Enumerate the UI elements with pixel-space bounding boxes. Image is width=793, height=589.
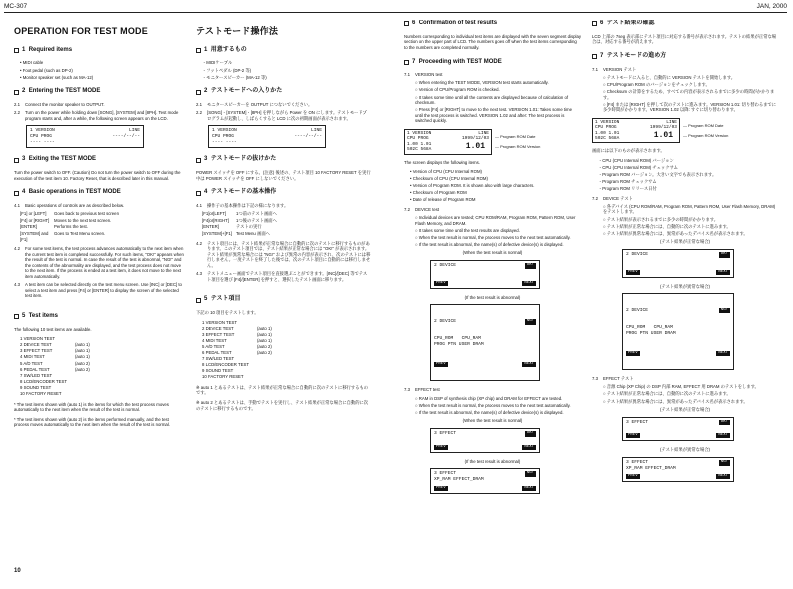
paragraph: The following 10 test items are available.	[14, 326, 92, 332]
list-item: ○ Checksum の計算をするため、すべての内容が表示されるまでに多少の時間がかかります。	[603, 88, 775, 100]
test-item: 7 SW/LED TEST	[20, 372, 53, 378]
numbered-step: 2.1 モニタースピーカーを OUTPUT につないでください。	[196, 102, 313, 108]
numbered-step: 4.3 テストメニュー画面でテスト項目を直接選ぶことができます。[INC]/[DEC] 等でテスト項目を選び [F4]/[ENTER] を押すと、選択したテスト画面に移ります。	[196, 270, 368, 282]
square-bullet-icon	[196, 90, 201, 95]
square-bullet-icon	[14, 191, 19, 196]
list-item: • Foot pedal (such as DP-2)	[20, 67, 73, 73]
test-item: 3 EFFECT TEST (auto 1)	[20, 348, 90, 354]
lcd-device-ng: 2 DEVICE NG! CPU_ROM CPU_RAM PROG PTN USER DRAM PREV NEXT	[430, 304, 540, 381]
square-bullet-icon	[14, 314, 19, 319]
list-item: • Date of release of Program ROM	[410, 197, 476, 203]
list-item: ○ RAM in DSP of synthesis chip (XP chip) and DRAM for EFFECT are tested.	[415, 395, 563, 401]
section-heading: 6 Confirmation of test results	[404, 20, 581, 28]
col-en-right	[404, 20, 581, 500]
section-heading: 3 Exiting the TEST MODE	[14, 156, 184, 164]
caption: (テスト結果が正常な場合)	[660, 407, 710, 413]
numbered-step: 2.1 Connect the monitor speaker to OUTPUT.	[14, 102, 105, 108]
section-heading: 1 用意するもの	[196, 47, 371, 55]
list-item: ・フットペダル (DP-2 等)	[202, 67, 252, 73]
sub-heading: 7.1 VERSION テスト	[592, 66, 637, 72]
section-heading: 7 テストモードの進め方	[592, 53, 778, 61]
list-item: • Checksum of Program ROM	[410, 190, 467, 196]
list-item: ・MIDIケーブル	[202, 60, 233, 66]
list-item: ○ When the test result is normal, the process moves to the next test automatically.	[415, 234, 571, 240]
key-row: [ENTER] Performs the test.	[20, 224, 88, 230]
test-item: 10 FACTORY RESET	[202, 374, 244, 380]
lcd-version-screen: 1 VERSION LINE CPU PROG 1999/12/03 1.00 1.01 502C 568A 1.01 — Program ROM Date — Program ROM Version	[592, 118, 778, 144]
list-item: ○ [F4] または [RIGHT] を押して次のテストに進みます。VERSION 1.01: 切り替わるまでに多少時間がかかります。VERSION 1.02 以降: すぐに切り替わります。	[603, 101, 777, 113]
section-heading: 2 テストモードへの入りかた	[196, 88, 371, 96]
section-heading: 4 Basic operations in TEST MODE	[14, 189, 184, 197]
list-item: • Version of Program ROM. It is shown also with large characters.	[410, 183, 535, 189]
numbered-step: 4.1 操作子の基本操作は下記の様になります。	[196, 203, 289, 209]
key-row: [SYSTEM]+[F1] Test Menu 画面へ	[202, 231, 270, 237]
test-item: 6 PEDAL TEST (auto 2)	[202, 349, 272, 355]
numbered-step: 4.2 For some test items, the test process advances automatically to the next item when the current test item is completed successfully. For such items, "OK!" appears when the result of the test is normal. In case the result of the test is abnormal, "NG!" and the contents of the abnormality are displayed, and the test process does not move to the next item. If the process is ended at a test item, it does not move to the next item automatically.	[14, 246, 184, 280]
numbered-step: 4.3 A test item can be selected directly on the test menu screen. Use [INC] or [DEC] to select a test item and press [F4] or [ENTER] to display the screen of the selected test item.	[14, 282, 182, 299]
page-title: OPERATION FOR TEST MODE	[14, 26, 148, 36]
list-item: ・Program ROM チェックサム	[598, 179, 657, 185]
test-item: 8 LCD/ENCODER TEST	[202, 362, 249, 368]
test-item: 1 VERSION TEST	[202, 319, 238, 325]
key-row: [F4]or[RIGHT] 1つ後のテスト画面へ	[202, 217, 277, 223]
page-title-jp: テストモード操作法	[196, 26, 279, 36]
list-item: ○ テスト結果が異常な場合には、異常があったデバイス名が表示されます。	[603, 230, 748, 236]
test-item: 2 DEVICE TEST (auto 1)	[202, 325, 272, 331]
sub-heading: 7.1 VERSION test	[404, 72, 443, 78]
numbered-step: 4.2 テスト項目には、テスト結果が正常な場合に自動的に次のテストに移行するものがあります。このテスト項目では、テスト結果が正常な場合には "OK!" が表示されます。テスト結果が異常な場合には "NG!" および異常の内容が表示され、次のテストには移行しません。一度テストを終了した後では、次のテスト項目に自動的には移行しません。	[196, 240, 371, 268]
square-bullet-icon	[592, 54, 597, 59]
section-heading: 5 Test items	[14, 313, 184, 321]
section-heading: 7 Proceeding with TEST MODE	[404, 59, 581, 67]
list-item: ○ テスト結果が正常な場合には、自動的に次のテストに進みます。	[603, 223, 731, 229]
list-item: ○ 音源 Chip (XP Chip) の DSP 内部 RAM, EFFECT 用 DRAM のテストをします。	[603, 384, 759, 390]
test-item: 7 SW/LED TEST	[202, 355, 235, 361]
list-item: ○ It takes some time until the test results are displayed.	[415, 227, 520, 233]
test-item: 5 A/D TEST (auto 2)	[20, 360, 90, 366]
list-item: ・CPU (CPU Internal ROM) バージョン	[598, 157, 674, 163]
list-item: ・CPU (CPU Internal ROM) チェックサム	[598, 165, 678, 171]
list-item: ○ Individual devices are tested; CPU ROM/RAM, Program ROM, Pattern ROM, User Flash Memory, and DRAM.	[415, 215, 576, 226]
lcd-initial-screen: 1 VERSION LINE CPU PROG ----/--/-- ---- ----	[208, 125, 326, 148]
list-item: ○ テスト結果が異常な場合には、異常があったデバイス名が表示されます。	[603, 398, 748, 404]
paragraph: LCD 上部の 7seg 表示部にテスト項目に対応する番号が表示されます。テストの結果が正常な場合は、対応する番号が消えます。	[592, 33, 777, 45]
large-version: 1.01	[465, 141, 485, 151]
footnote: ※ auto 1 とあるテストは、テスト結果が正常な場合に自動的に次のテストに移行するものです。	[196, 384, 369, 396]
paragraph: 下記の 10 項目をテストします。	[196, 309, 259, 315]
sub-heading: 7.2 DEVICE テスト	[592, 195, 633, 201]
col-jp-left	[196, 20, 371, 415]
footnote: * The test items shown with (auto 1) is the items for which the test process moves automatically to the next item when the result of the test is normal.	[14, 401, 169, 413]
section-heading: 1 Required items	[14, 47, 184, 55]
square-bullet-icon	[14, 90, 19, 95]
page-number: 10	[14, 568, 21, 574]
lcd-device-ng: 2 DEVICE NG! CPU_ROM CPU_RAM PROG PTN USER DRAM PREV NEXT	[622, 293, 734, 370]
square-bullet-icon	[14, 48, 19, 53]
lcd-labels: — Program ROM Date — Program ROM Version	[495, 134, 541, 150]
test-item: 4 MIDI TEST (auto 1)	[202, 337, 272, 343]
square-bullet-icon	[196, 191, 201, 196]
list-item: ○ It takes some time until all the contents are displayed because of calculation of checksum.	[415, 94, 569, 106]
test-item: 3 EFFECT TEST (auto 1)	[202, 331, 272, 337]
square-bullet-icon	[196, 48, 201, 53]
footnote: ※ auto 2 とあるテストは、手動でテストを実行し、テスト結果が正常な場合に自動的に次のテストに移行するものです。	[196, 399, 369, 411]
section-heading: 3 テストモードの抜けかた	[196, 156, 371, 164]
model-name: MC-307	[4, 3, 28, 10]
test-item: 9 SOUND TEST	[20, 384, 52, 390]
large-version: 1.01	[653, 130, 673, 140]
lcd-device-ok: 2 DEVICE OK! PREV NEXT	[622, 249, 734, 278]
paragraph: 画面には以下のものが表示されます。	[592, 148, 665, 154]
caption: (If the test result is abnormal)	[464, 294, 521, 300]
list-item: ○ When the test result is normal, the process moves to the next test automatically.	[415, 402, 571, 408]
col-jp-right	[592, 20, 778, 488]
square-bullet-icon	[404, 21, 409, 26]
lcd-version-screen: 1 VERSION LINE CPU PROG 1999/12/03 1.00 1.01 502C 568A 1.01 — Program ROM Date — Program ROM Version	[404, 129, 581, 155]
lcd-initial-screen: 1 VERSION LINE CPU PROG ----/--/-- ---- ----	[26, 125, 144, 148]
test-item: 9 SOUND TEST	[202, 368, 234, 374]
section-heading: 2 Entering the TEST MODE	[14, 88, 184, 96]
caption: (テスト結果が正常な場合)	[660, 239, 710, 245]
section-heading: 4 テストモードの基本操作	[196, 189, 371, 197]
list-item: • Version of CPU (CPU Internal ROM)	[410, 169, 482, 175]
col-en-left	[14, 20, 184, 432]
caption: (If the test result is abnormal)	[464, 458, 521, 464]
list-item: • Checksum of CPU (CPU Internal ROM)	[410, 176, 488, 182]
key-row: [F1]or[LEFT] 1つ前のテスト画面へ	[202, 211, 277, 217]
test-item: 10 FACTORY RESET	[20, 390, 62, 396]
list-item: ○ Version of CPU/Program ROM is checked.	[415, 87, 500, 93]
test-item: 1 VERSION TEST	[20, 336, 56, 342]
list-item: ・Program ROM バージョン。大きい文字でも表示されます。	[598, 172, 717, 178]
test-item: 4 MIDI TEST (auto 1)	[20, 354, 90, 360]
list-item: ○ テスト結果が正常な場合には、自動的に次のテストに進みます。	[603, 391, 731, 397]
lcd-effect-ng: 3 EFFECT NG! XP_RAM EFFECT_DRAM PREV NEXT	[430, 468, 540, 493]
test-item: 5 A/D TEST (auto 2)	[202, 343, 272, 349]
caption: (テスト結果が異常な場合)	[660, 283, 710, 289]
paragraph: Turn the power switch to OFF. (Caution) Do not turn the power switch to OFF during the execution of the test item 10. Factory Reset, that is described later in this manual.	[14, 170, 181, 181]
footnote: * The test items shown with (auto 2) is the items performed manually, and the test process moves automatically to the next item when the result of the test is normal.	[14, 416, 170, 428]
lcd-effect-ng: 3 EFFECT NG! XP_RAM EFFECT_DRAM PREV NEXT	[622, 457, 734, 482]
list-item: • Monitor speaker set (such as MA-12)	[20, 74, 94, 80]
test-item: 2 DEVICE TEST (auto 1)	[20, 342, 90, 348]
list-item: ○ Press [F4] or [RIGHT] to move to the next test. VERSION 1.01: Takes some time until the test process is switched. VERSION 1.02 and after: The test process is switched quickly.	[415, 107, 573, 124]
sub-heading: 7.2 DEVICE test	[404, 206, 440, 212]
lcd-effect-ok: 3 EFFECT OK! PREV NEXT	[622, 417, 734, 442]
list-item: ○ テスト結果が表示されるまでに多少の時間がかかります。	[603, 216, 718, 222]
lcd-labels: — Program ROM Date — Program ROM Version	[683, 122, 729, 139]
numbered-step: 2.2 [SONG]・[SYSTEM]・[8PH] を押しながら Power を ON にします。テストモードプログラムが起動し、しばらくすると LCD に次の初期画面が表示されます。	[196, 110, 367, 121]
sub-heading: 7.3 EFFECT テスト	[592, 376, 634, 382]
caption: (When the test result is normal)	[462, 418, 523, 424]
doc-date: JAN, 2000	[756, 3, 787, 10]
section-heading: 6 テスト結果の確認	[592, 20, 778, 28]
lcd-effect-ok: 3 EFFECT OK! PREV NEXT	[430, 428, 540, 453]
caption: (When the test result is normal)	[462, 250, 523, 256]
list-item: ・モニタースピーカー (MA-12 等)	[202, 74, 267, 80]
key-row: [SYSTEM] and [F1] Goes to Test Menu screen.	[20, 231, 106, 242]
paragraph: Numbers corresponding to individual test items are displayed with the seven segment display section on the upper part of LCD. The numbers goes off when the test items corresponding to the numbers are completed normally.	[404, 33, 581, 50]
numbered-step: 2.2 Turn on the power while holding down [SONG], [SYSTEM] and [8PH]. Test mode program starts and, after a while, the following screen appears on the LCD.	[14, 110, 179, 121]
lcd-device-ok: 2 DEVICE OK! PREV NEXT	[430, 260, 540, 289]
caption: (テスト結果が異常な場合)	[660, 447, 710, 453]
key-row: [F1] or [LEFT] Goes back to previous test screen	[20, 211, 119, 217]
square-bullet-icon	[14, 158, 19, 163]
list-item: ○ CPU/Program ROM のバージョンをチェックします。	[603, 81, 710, 87]
square-bullet-icon	[196, 158, 201, 163]
section-heading: 5 テスト項目	[196, 296, 371, 304]
list-item: ○ If the test result is abnormal, the name(s) of defective device(s) is displayed.	[415, 409, 564, 415]
key-row: [F4] or [RIGHT] Moves to the next test screen.	[20, 217, 112, 223]
list-item: ○ テストモードに入ると、自動的に VERSION テストを開始します。	[603, 74, 736, 80]
paragraph: POWER スイッチを OFF にする。(注意) 後述の、テスト項目 10 FACTORY RESET を実行中は POWER スイッチを OFF にしないでください。	[196, 170, 371, 181]
square-bullet-icon	[196, 298, 201, 303]
sub-heading: 7.3 EFFECT test	[404, 387, 440, 393]
list-item: ○ 各デバイス (CPU ROM/RAM, Program ROM, Pattern ROM, User Flash Memory, DRAM) をテストします。	[603, 203, 776, 215]
list-item: • MIDI cable	[20, 60, 44, 66]
list-item: ・Program ROM リリース日付	[598, 186, 657, 192]
test-item: 8 LCD/ENCODER TEST	[20, 378, 67, 384]
header-rule	[4, 12, 787, 13]
key-row: [ENTER] テストの実行	[202, 224, 262, 230]
paragraph: The screen displays the following items.	[404, 159, 480, 165]
test-item: 6 PEDAL TEST (auto 2)	[20, 366, 90, 372]
square-bullet-icon	[592, 21, 597, 26]
list-item: ○ If the test result is abnormal, the name(s) of defective device(s) is displayed.	[415, 241, 564, 247]
square-bullet-icon	[404, 60, 409, 65]
list-item: ○ When entering the TEST MODE, VERSION test starts automatically.	[415, 80, 549, 86]
numbered-step: 4.1 Basic operations of controls are as described below.	[14, 203, 125, 209]
